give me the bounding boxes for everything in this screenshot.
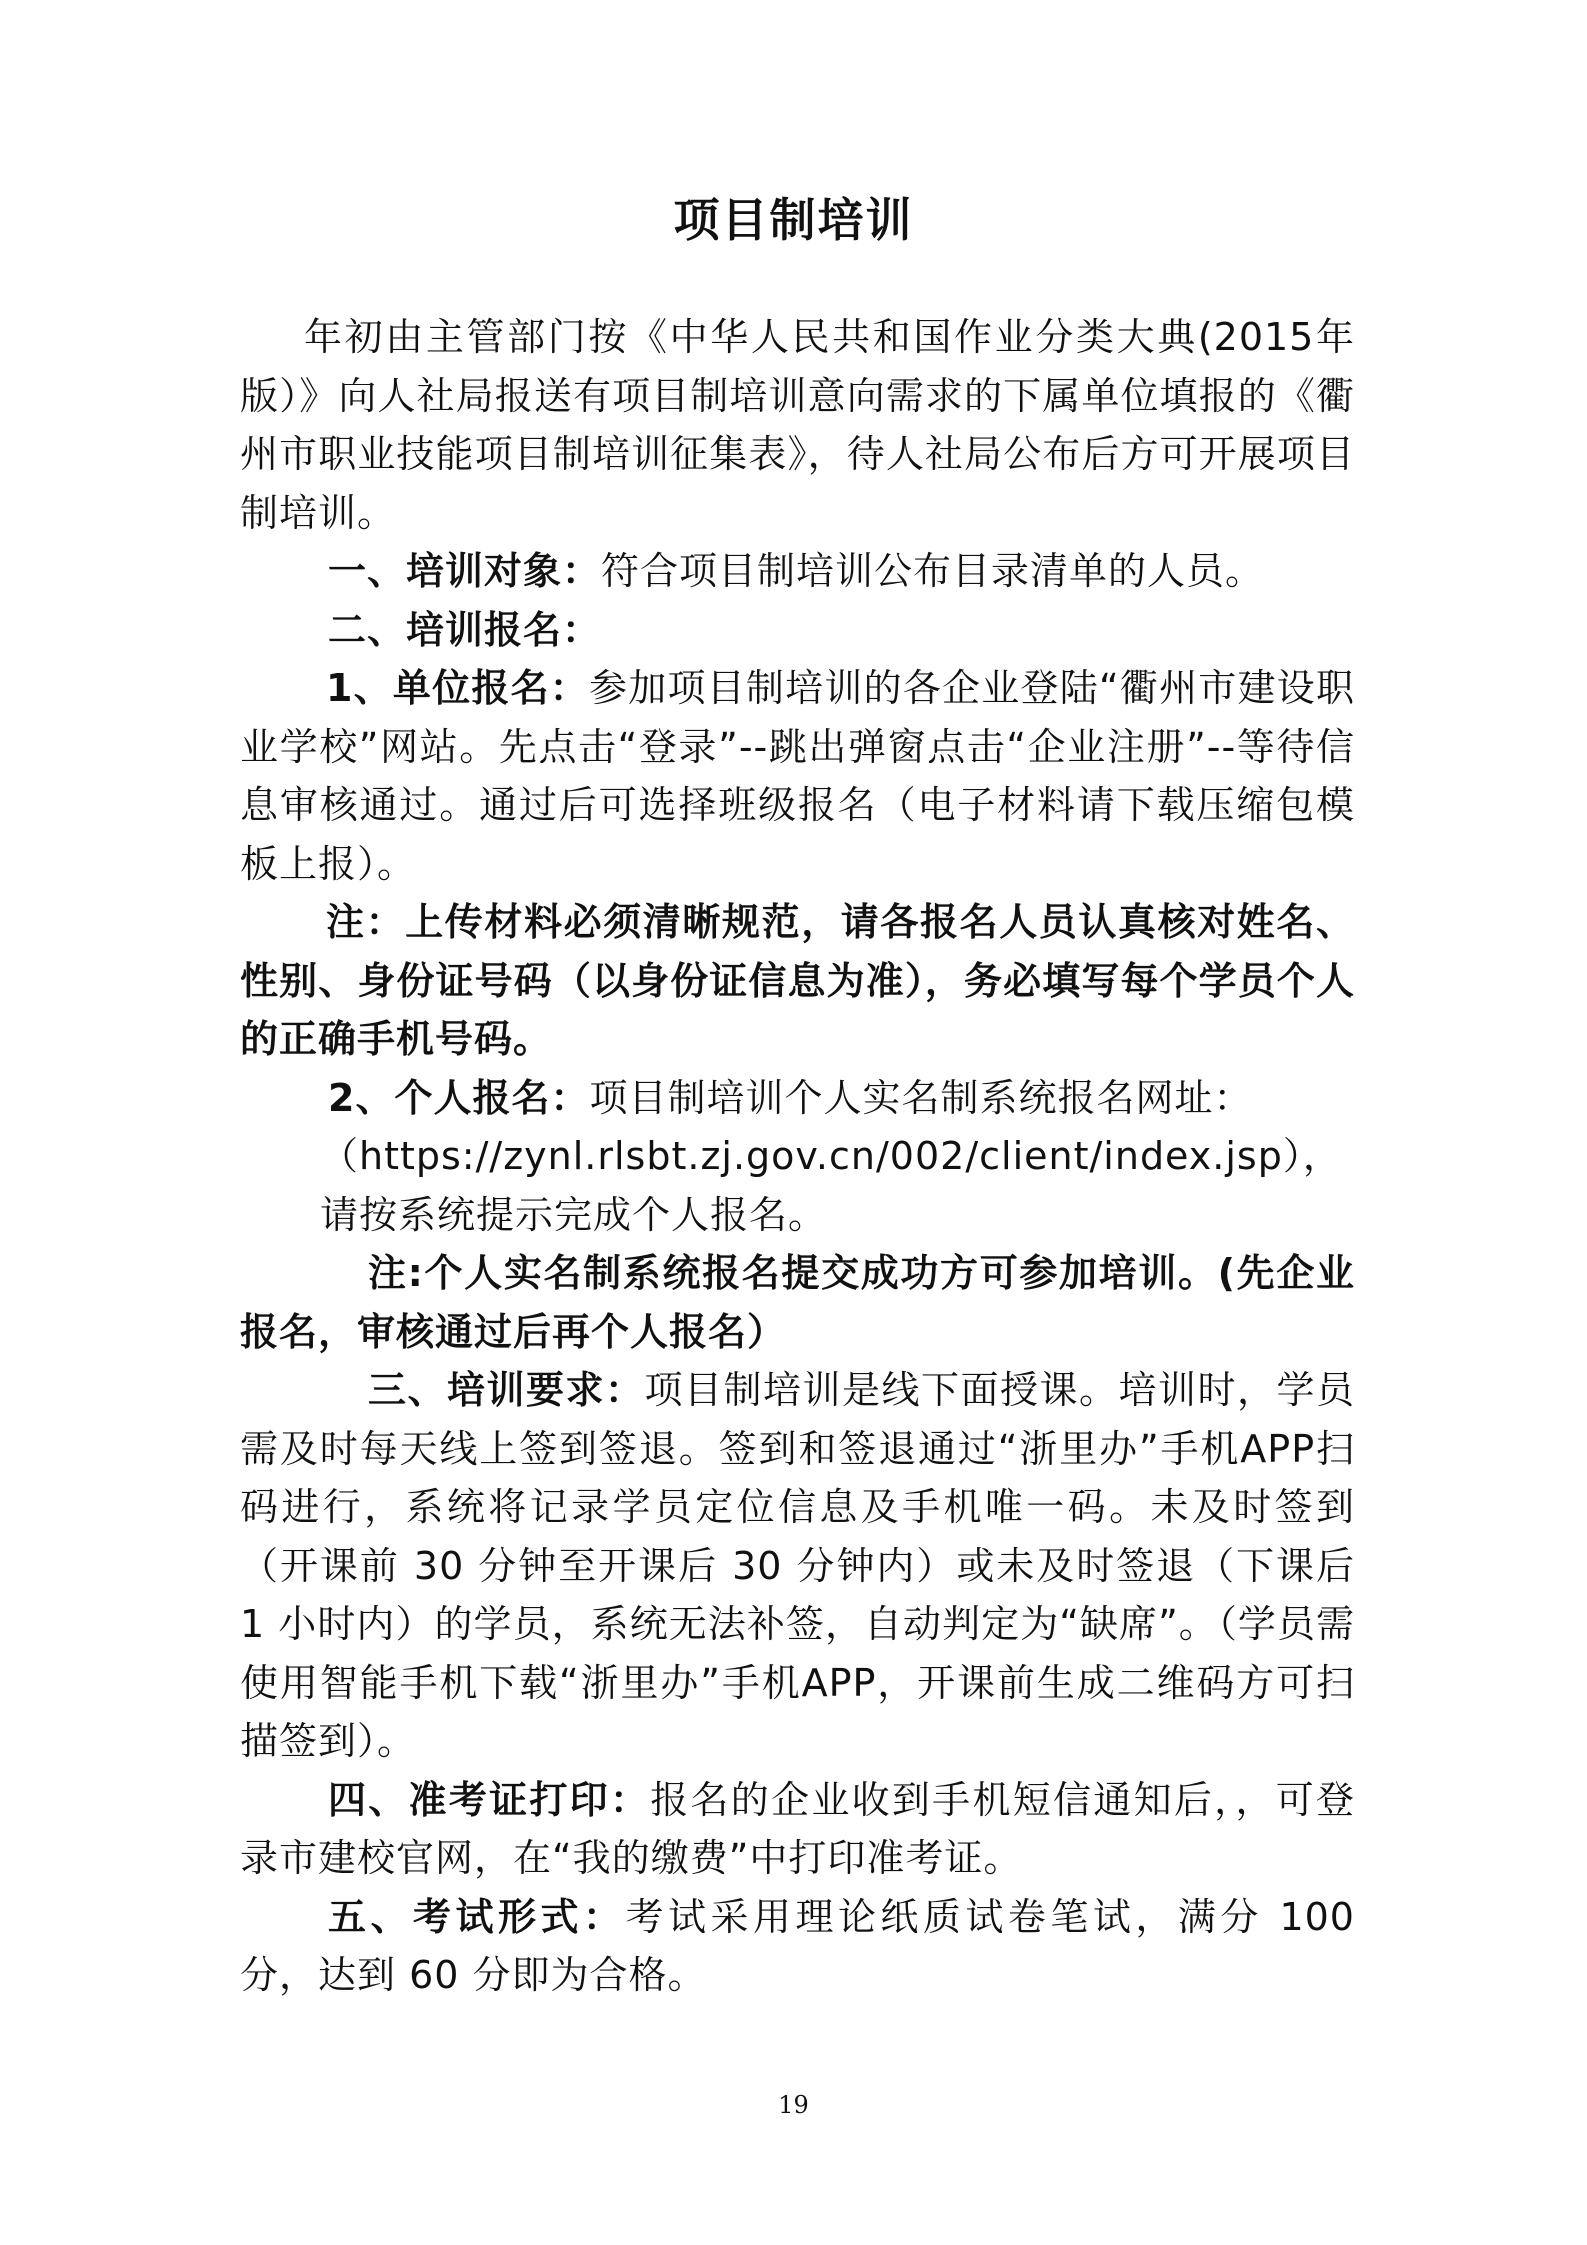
section-heading: 四、准考证打印： xyxy=(328,1777,651,1822)
item-text: 参加项目制培训的各企业登陆“衢州市建设职业学校”网站。先点击“登录”--跳出弹窗点击“企业注册”--等待信息审核通过。通过后可选择班级报名（电子材料请下载压缩包模板上报）。 xyxy=(240,666,1355,886)
registration-url: （https://zynl.rlsbt.zj.gov.cn/002/client/index.jsp）， xyxy=(320,1134,1342,1178)
item-heading: 1、单位报名： xyxy=(326,666,590,710)
section-text: 符合项目制培训公布目录清单的人员。 xyxy=(601,549,1265,593)
item-company-registration xyxy=(240,659,1355,893)
note-upload-materials: 注：上传材料必须清晰规范，请各报名人员认真核对姓名、性别、身份证号码（以身份证信息为准），务必填写每个学员个人的正确手机号码。 xyxy=(240,900,1355,1061)
section-registration xyxy=(240,601,1355,660)
section-training-target xyxy=(240,542,1355,601)
section-text: 报名的企业收到手机短信通知后，，可登录市建校官网，在“我的缴费”中打印准考证。 xyxy=(240,1777,1355,1880)
page-title: 项目制培训 xyxy=(673,193,914,247)
note-real-name-system: 注:个人实名制系统报名提交成功方可参加培训。(先企业报名，审核通过后再个人报名） xyxy=(240,1251,1355,1354)
registration-url-after: 请按系统提示完成个人报名。 xyxy=(320,1192,828,1237)
section-admission-ticket xyxy=(240,1771,1355,1888)
item-personal-registration xyxy=(240,1069,1355,1128)
intro-paragraph: 年初由主管部门按《中华人民共和国作业分类大典(2015年版）》向人社局报送有项目制培训意向需求的下属单位填报的《衢州市职业技能项目制培训征集表》，待人社局公布后方可开展项目制培训。 xyxy=(240,315,1355,535)
page-number: 19 xyxy=(778,2091,809,2119)
section-text: 考试采用理论纸质试卷笔试，满分 100 分，达到 60 分即为合格。 xyxy=(240,1894,1355,1997)
section-exam-format xyxy=(240,1888,1355,2005)
item-text: 项目制培训个人实名制系统报名网址： xyxy=(589,1075,1253,1120)
item-heading: 2、个人报名： xyxy=(328,1075,590,1120)
section-heading: 三、培训要求： xyxy=(368,1368,645,1412)
section-heading: 一、培训对象： xyxy=(328,549,602,593)
section-training-requirements xyxy=(240,1361,1355,1771)
document-body xyxy=(240,308,1355,2005)
section-text: 项目制培训是线下面授课。培训时，学员需及时每天线上签到签退。签到和签退通过“浙里办”手机APP扫码进行，系统将记录学员定位信息及手机唯一码。未及时签到（开课前 30 分钟至开课后 30 分钟内）或未及时签退（下课后 1 小时内）的学员，系统无法补签，自动判定为“缺席”。（学员需使用智能手机下载“浙里办”手机APP，开课前生成二维码方可扫描签到）。 xyxy=(240,1368,1355,1763)
section-heading: 五、考试形式： xyxy=(328,1894,626,1939)
section-heading: 二、培训报名： xyxy=(328,607,602,652)
